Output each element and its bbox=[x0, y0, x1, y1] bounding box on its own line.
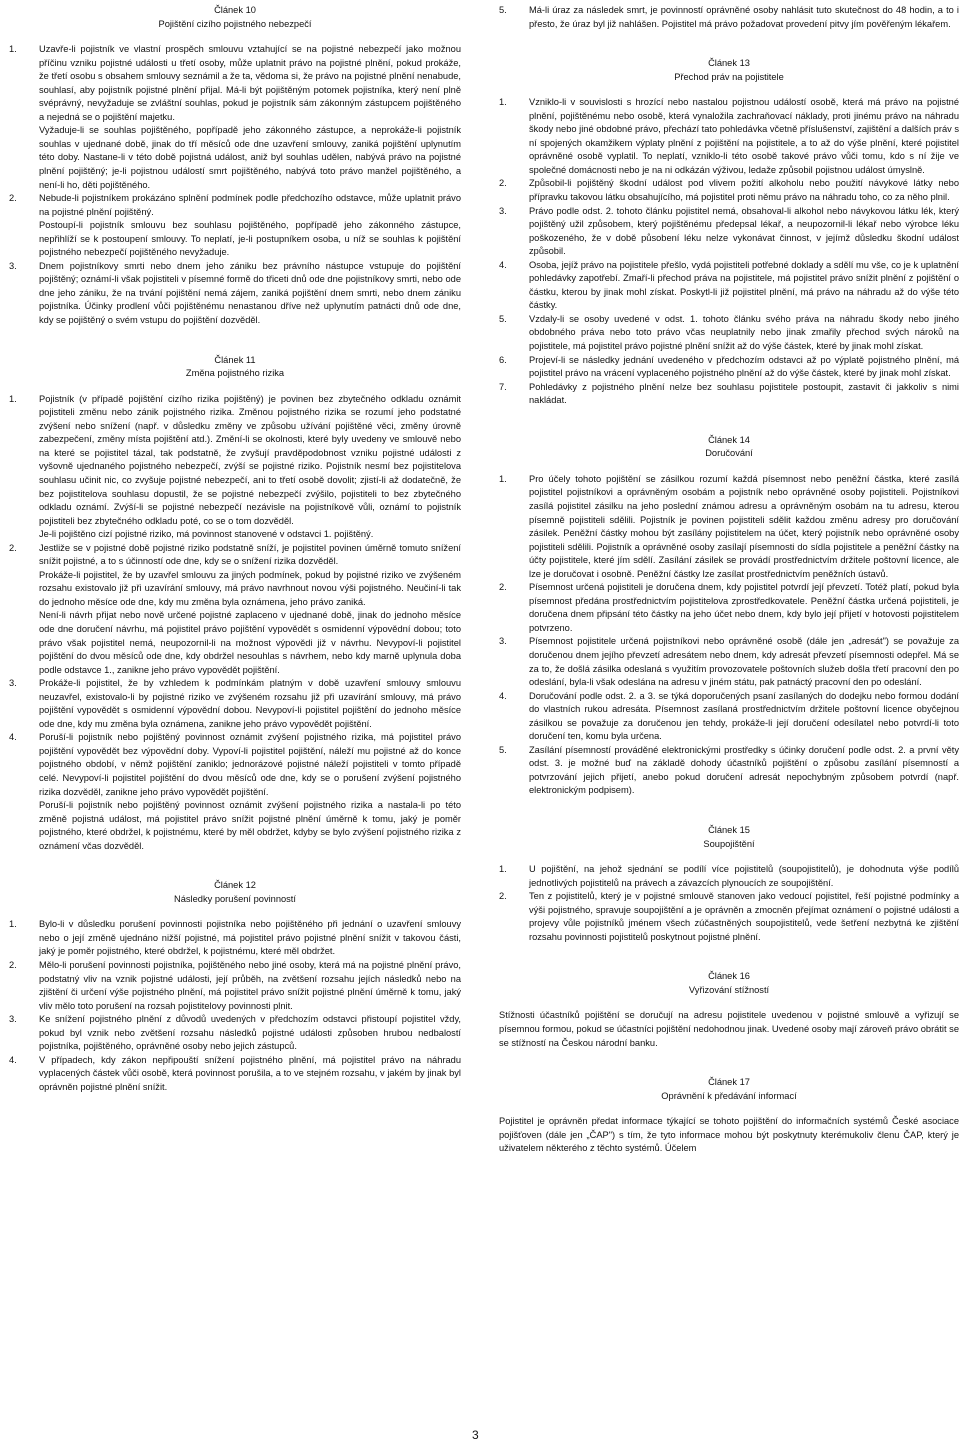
article-section bbox=[9, 354, 461, 854]
article-number: Článek 11 bbox=[214, 354, 256, 365]
item-number: 3. bbox=[499, 205, 507, 216]
item-number: 5. bbox=[499, 313, 507, 324]
item-number: 2. bbox=[9, 193, 17, 204]
list-item bbox=[499, 473, 959, 581]
item-paragraph: Ke snížení pojistného plnění z důvodů uvedených v předchozím odstavci přistoupí pojistitel vždy, pokud byl vznik nebo zvětšení rozsahu následků pojistné události způsoben hrubou nedbalostí pojistníka, pojištěného, oprávněné osoby nebo jejich zástupců. bbox=[39, 1014, 461, 1052]
item-paragraph: Vzdaly-li se osoby uvedené v odst. 1. tohoto článku svého práva na náhradu škody nebo jiného obdobného práva nebo toto právo včas neuplatnily nebo jinak zmařily přechod svých nároků na pojistitele, má pojistitel právo pojistné plnění snížit až do výše částek, které by jinak mohl získat. bbox=[529, 313, 959, 352]
numbered-list bbox=[499, 96, 959, 408]
list-item bbox=[9, 731, 461, 853]
item-number: 4. bbox=[499, 690, 507, 701]
item-number: 5. bbox=[499, 744, 507, 755]
article-number: Článek 14 bbox=[708, 434, 750, 445]
article-paragraph: Stížnosti účastníků pojištění se doručují na adresu pojistitele uvedenou v pojistné smlouvě a vyřizují se písemnou formou, pokud se účastníci pojištění nedohodnou jinak. Uvedené osoby mají zároveň právo obrátit se se stížností na Českou národní banku. bbox=[499, 1010, 959, 1048]
article-heading bbox=[9, 354, 461, 381]
item-paragraph: Písemnost pojistitele určená pojistníkovi nebo oprávněné osobě (dále jen „adresát") se považuje za doručenou dnem jejího převzetí adresátem nebo dnem, kdy adresát převzetí písemnosti odepřel. Má se za to, že došlá zásilka odeslaná s využitím provozovatele poštovních služeb došla třetí pracovní den po odeslání, byla-li však odeslána na adresu v jiném státu, pak patnáctý pracovní den po odeslání. bbox=[529, 636, 959, 688]
item-number: 3. bbox=[499, 636, 507, 647]
item-number: 2. bbox=[499, 178, 507, 189]
article-title: Vyřizování stížností bbox=[688, 984, 770, 995]
item-number: 6. bbox=[499, 354, 507, 365]
item-paragraph: Vzniklo-li v souvislosti s hrozící nebo nastalou pojistnou událostí osobě, která má právo na pojistné plnění, pojištěnému nebo osobě, která vynaložila zachraňovací náklady, proti jinému právo na náhradu škody nebo jiné obdobné právo, přechází tato pohledávka včetně příslušenství, zajištění a dalších práv s ní spojených okamžikem výplaty plnění z pojištění na pojistitele, a to až do výše plnění, které pojistitel oprávněné osobě vyplatil. To neplatí, vzniklo-li této osobě takové právo vůči tomu, kdo s ní žije ve společné domácnosti nebo je na ni odkázán výživou, ledaže způsobil pojistnou událost úmyslně. bbox=[529, 97, 959, 175]
item-paragraph: Poruší-li pojistník nebo pojištěný povinnost oznámit zvýšení pojistného rizika a nastala-li po této změně pojistná událost, má pojistitel právo snížit pojistné plnění úměrně k tomu, jaký je poměr pojistného, které obdržel, k pojistnému, které by měl obdržet, kdyby se bylo zvýšení pojistného rizika z oznámení včas dozvěděl. bbox=[39, 800, 461, 851]
item-number: 1. bbox=[9, 919, 17, 930]
item-paragraph: Ten z pojistitelů, který je v pojistné smlouvě stanoven jako vedoucí pojistitel, řeší pojistné podmínky a výši pojistného, spravuje soupojištění a je oprávněn a zmocněn přejímat oznámení o pojistné události a projevy vůle pojistníků jménem všech zúčastněných soupojistitelů, vede šetření nezbytná ke zjištění rozsahu povinnosti pojistitelů poskytnout pojistné plnění. bbox=[529, 891, 959, 942]
article-title: Následky porušení povinností bbox=[174, 893, 296, 904]
article-section bbox=[499, 434, 959, 798]
article-heading bbox=[499, 824, 959, 851]
article-heading bbox=[9, 4, 461, 31]
item-paragraph: Mělo-li porušení povinnosti pojistníka, pojištěného nebo jiné osoby, která má na pojistné plnění právo, podstatný vliv na vznik pojistné události, její průběh, na zvětšení rozsahu jejích následků nebo na zjištění či určení výše pojistného plnění, má pojistitel právo snížit pojistné plnění úměrně k tomu, jaký vliv mělo toto porušení na rozsah pojistitelovy povinnosti plnit. bbox=[39, 960, 461, 1011]
item-paragraph: Právo podle odst. 2. tohoto článku pojistitel nemá, obsahoval-li alkohol nebo návykovou látku lék, který pojištěný užil způsobem, který pojištěnému předepsal lékař, a neupozornil-li lékař nebo výrobce léku poškozeného, že v době působení léku nelze vykonávat činnost, v jejímž důsledku škodní událost způsobil. bbox=[529, 205, 959, 257]
item-number: 1. bbox=[499, 473, 507, 484]
item-paragraph: V případech, kdy zákon nepřipouští snížení pojistného plnění, má pojistitel právo na náhradu vyplacených částek vůči osobě, která povinnost porušila, a to ve stejném rozsahu, v jakém by jinak byl oprávněn pojistné plnění snížit. bbox=[39, 1054, 461, 1092]
list-item bbox=[9, 1054, 461, 1095]
article-number: Článek 16 bbox=[708, 971, 750, 982]
list-item bbox=[499, 744, 959, 798]
article-title: Přechod práv na pojistitele bbox=[674, 71, 784, 82]
article-paragraph: Pojistitel je oprávněn předat informace týkající se tohoto pojištění do informačních systémů České asociace pojišťoven (dále jen „ČAP") s tím, že tyto informace mohou být poskytnuty kterémukoliv členu ČAP, který je uživatelem některého z těchto systémů. Účelem bbox=[499, 1116, 959, 1154]
article-number: Článek 13 bbox=[708, 58, 750, 69]
numbered-list bbox=[9, 918, 461, 1094]
right-column bbox=[499, 4, 959, 1156]
list-item bbox=[499, 4, 959, 31]
article-number: Článek 10 bbox=[214, 5, 256, 15]
list-item bbox=[499, 313, 959, 354]
item-paragraph: Uzavře-li pojistník ve vlastní prospěch smlouvu vztahující se na pojistné nebezpečí jako možnou příčinu vzniku pojistné události u třetí osoby, může uplatnit právo na pojistné plnění, pokud prokáže, že třetí osobu s obsahem smlouvy seznámil a že ta, vědoma si, že právo na pojistné plnění nenabude, souhlasí, aby pojistník pojistné plnění přijal. Má-li být pojištěným potomek pojistníka, který není plně svéprávný, nevyžaduje se zvláštní souhlas, pokud je pojistník sám zákonným zástupcem pojištěného a nejedná se o pojištění majetku. bbox=[39, 44, 461, 122]
item-paragraph: Dnem pojistníkovy smrti nebo dnem jeho zániku bez právního nástupce vstupuje do pojištění pojištěný; oznámí-li však pojistiteli v písemné formě do třiceti dnů ode dne pojistníkovy smrti, nebo ode dne jeho zániku, že na trvání pojištění nemá zájem, zaniká pojištění dnem smrti, nebo dnem zániku pojistníka. Účinky prodlení vůči pojištěnému nenastanou dříve než uplynutím patnácti dnů ode dne, kdy se pojištěný o svém vstupu do pojištění dozvěděl. bbox=[39, 260, 461, 326]
item-paragraph: Poruší-li pojistník nebo pojištěný povinnost oznámit zvýšení pojistného rizika, má pojistitel právo pojištění vypovědět bez výpovědní doby. Vypoví-li pojistitel pojištění, náleží mu pojistné až do konce pojistného období, v němž pojištění zaniklo; jednorázové pojistné náleží pojistiteli v tomto případě celé. Nevypoví-li pojistitel pojištění do dvou měsíců ode dne, kdy se o porušení zvýšení pojistného rizika dozvěděl, zanikne jeho právo vypovědět pojištění. bbox=[39, 732, 461, 797]
item-number: 2. bbox=[9, 542, 17, 553]
article-section bbox=[499, 824, 959, 944]
article-heading bbox=[499, 57, 959, 84]
item-paragraph: Zasílání písemností prováděné elektronickými prostředky s účinky doručení podle odst. 2. a první věty odst. 3. je možné buď na základě dohody účastníků pojištění o způsobu zasílání písemností a potvrzování jejich přijetí, anebo pokud doručení adresát nepochybným způsobem potvrdí (např. elektronickým podpisem). bbox=[529, 744, 959, 796]
item-paragraph: Jestliže se v pojistné době pojistné riziko podstatně sníží, je pojistitel povinen úměrně tomuto snížení snížit pojistné, a to s účinností ode dne, kdy se o snížení rizika dozvěděl. bbox=[39, 542, 461, 567]
article-title: Pojištění cizího pojistného nebezpečí bbox=[158, 18, 312, 29]
item-paragraph: Vyžaduje-li se souhlas pojištěného, popřípadě jeho zákonného zástupce, a neprokáže-li pojistník souhlas v ujednané době, jinak do tří měsíců ode dne uzavření smlouvy, zaniká pojištění uplynutím této doby. Nastane-li v této době pojistná událost, aniž byl souhlas udělen, nabývá právo na pojistné plnění pojištěný; je-li pojistnou událostí smrt pojištěného, nabývá toto právo manžel pojištěného, a není-li ho, děti pojištěného. bbox=[39, 125, 461, 190]
article-section bbox=[499, 970, 959, 1050]
item-paragraph: Má-li úraz za následek smrt, je povinností oprávněné osoby nahlásit tuto skutečnost do 48 hodin, a to i přesto, že úraz byl již nahlášen. Pojistitel má právo požadovat provedení pitvy jím pověřeným lékařem. bbox=[529, 5, 959, 29]
list-item bbox=[499, 96, 959, 177]
list-item bbox=[499, 205, 959, 259]
list-item bbox=[9, 43, 461, 192]
list-item bbox=[9, 260, 461, 328]
list-item bbox=[499, 177, 959, 204]
numbered-list bbox=[499, 473, 959, 798]
item-paragraph: Není-li návrh přijat nebo nově určené pojistné zaplaceno v ujednané době, jinak do jednoho měsíce ode dne doručení návrhu, má pojistitel právo pojištění vypovědět s osmidenní výpovědní dobou; toto právo však pojistitel nemá, neupozornil-li na možnost výpovědi již v návrhu. Nevypoví-li pojistitel pojištění do dvou měsíců ode dne, kdy obdržel nesouhlas s návrhem, nebo kdy marně uplynula doba podle odstavce 1., zanikne jeho právo vypovědět pojištění. bbox=[39, 610, 461, 675]
item-number: 2. bbox=[499, 582, 507, 593]
article-title: Soupojištění bbox=[703, 838, 755, 849]
item-number: 4. bbox=[9, 1054, 17, 1065]
item-number: 1. bbox=[499, 97, 507, 108]
article-heading bbox=[9, 879, 461, 906]
item-number: 3. bbox=[9, 260, 17, 271]
list-item bbox=[499, 581, 959, 635]
article-number: Článek 15 bbox=[708, 824, 750, 835]
list-item bbox=[499, 381, 959, 408]
list-item bbox=[9, 918, 461, 959]
article-heading bbox=[499, 434, 959, 461]
article-number: Článek 12 bbox=[214, 880, 256, 891]
list-item bbox=[499, 259, 959, 313]
numbered-list bbox=[499, 4, 959, 31]
item-number: 1. bbox=[9, 393, 17, 404]
article-section bbox=[9, 4, 461, 328]
item-number: 3. bbox=[9, 678, 17, 689]
article-title: Doručování bbox=[705, 448, 753, 459]
numbered-list bbox=[9, 393, 461, 854]
list-item bbox=[499, 635, 959, 689]
item-number: 7. bbox=[499, 381, 507, 392]
item-paragraph: Je-li pojištěno cizí pojistné riziko, má povinnost stanovené v odstavci 1. pojištěný. bbox=[39, 529, 374, 540]
list-item bbox=[9, 1013, 461, 1054]
list-item bbox=[499, 863, 959, 890]
item-paragraph: Písemnost určená pojistiteli je doručena dnem, kdy pojistitel potvrdí její převzetí. Totéž platí, pokud byla písemnost předána prostřednictvím pojistitelova zprostředkovatele. Peněžní částka určená pojistiteli, je doručena dnem připsání této částky na jeho účet nebo dnem, kdy bylo její přijetí v hotovosti pojistitelem potvrzeno. bbox=[529, 582, 959, 633]
item-paragraph: Nebude-li pojistníkem prokázáno splnění podmínek podle předchozího odstavce, může uplatnit právo na pojistné plnění pojištěný. bbox=[39, 193, 461, 217]
item-paragraph: Bylo-li v důsledku porušení povinnosti pojistníka nebo pojištěného při jednání o uzavření smlouvy nebo o její změně ujednáno nižší pojistné, má pojistitel právo pojistné plnění snížit v takovou části, jaký je poměr pojistného, které obdržel, k pojistnému, které měl obdržet. bbox=[39, 919, 461, 957]
article-heading bbox=[499, 970, 959, 997]
left-column bbox=[9, 4, 461, 1094]
list-item bbox=[9, 959, 461, 1013]
list-item bbox=[499, 690, 959, 744]
item-paragraph: Postoupí-li pojistník smlouvu bez souhlasu pojištěného, popřípadě jeho zákonného zástupce, nepřihlíží se k postoupení smlouvy. To neplatí, je-li postupníkem osoba, u níž se souhlas k pojištění pojistného nebezpečí pojištěného nevyžaduje. bbox=[39, 220, 461, 258]
item-number: 4. bbox=[9, 732, 17, 743]
article-number: Článek 17 bbox=[708, 1077, 750, 1088]
list-item bbox=[499, 890, 959, 944]
list-item bbox=[9, 677, 461, 731]
item-paragraph: Prokáže-li pojistitel, že by vzhledem k podmínkám platným v době uzavření smlouvy smlouvu neuzavřel, existovalo-li by pojistné riziko ve zvýšeném rozsahu již při uzavírání smlouvy, má právo pojištění vypovědět s osmidenní výpovědní dobou. Nevypoví-li pojistitel pojištění do jednoho měsíce ode dne, kdy mu změna byla oznámena, zanikne jeho právo vypovědět pojištění. bbox=[39, 678, 461, 729]
item-number: 5. bbox=[499, 5, 507, 15]
page-number: 3 bbox=[472, 1428, 479, 1442]
item-paragraph: Pohledávky z pojistného plnění nelze bez souhlasu pojistitele postoupit, zastavit či jakkoliv s nimi nakládat. bbox=[529, 381, 959, 406]
article-title: Změna pojistného rizika bbox=[185, 368, 285, 379]
item-paragraph: Způsobil-li pojištěný škodní událost pod vlivem požití alkoholu nebo použití návykové látky nebo přípravku takovou látku obsahujícího, má pojistitel proti němu právo na náhradu toho, co za něho plnil. bbox=[529, 178, 959, 203]
article-section bbox=[499, 57, 959, 408]
article-section bbox=[9, 879, 461, 1094]
item-paragraph: Pojistník (v případě pojištění cizího rizika pojištěný) je povinen bez zbytečného odkladu oznámit pojistiteli změnu nebo zánik pojistného rizika. Změnou pojistného rizika se rozumí jeho podstatné zvýšení nebo snížení (např. v důsledku změny ve způsobu užívání pojištěné věci, změny úrovně zabezpečení, změny místa pojištění atd.). Změní-li se okolnosti, které byly uvedeny ve smlouvě nebo na které se pojistitel tázal, tak podstatně, že zvyšují pravděpodobnost vzniku pojistné události z vyšovně ujednaného pojistného nebezpečí, zvýší se pojistné riziko. Pojistník nesmí bez pojistitelova souhlasu učinit nic, co zvyšuje pojistné nebezpečí, ani to třetí osobě dovolit; zjistí-li až dodatečně, že bez pojistitelova souhlasu dopustil, že se pojistné nebezpečí zvýšilo, pojistiteli to bez zbytečného odkladu oznámí. Zvýší-li se pojistné nebezpečí nezávisle na pojistníkově vůli, oznámí to pojistník pojistiteli bez zbytečného odkladu poté, co se o tom dozvěděl. bbox=[39, 393, 461, 526]
list-item bbox=[9, 192, 461, 260]
item-paragraph: U pojištění, na jehož sjednání se podílí více pojistitelů (soupojistitelů), je dohodnuta výše podílů jednotlivých pojistitelů na právech a závazcích plynoucích ze soupojištění. bbox=[529, 864, 959, 888]
list-item bbox=[499, 354, 959, 381]
numbered-list bbox=[9, 43, 461, 327]
item-number: 1. bbox=[499, 864, 507, 875]
article-section bbox=[499, 1076, 959, 1156]
item-number: 2. bbox=[499, 891, 507, 902]
article-section bbox=[499, 4, 959, 31]
item-paragraph: Projeví-li se následky jednání uvedeného v předchozím odstavci až po výplatě pojistného plnění, má pojistitel právo na vrácení vyplaceného pojistného plnění až do výše částek, které by jinak mohl získat. bbox=[529, 354, 959, 379]
list-item bbox=[9, 542, 461, 677]
item-number: 3. bbox=[9, 1014, 17, 1025]
numbered-list bbox=[499, 863, 959, 944]
article-heading bbox=[499, 1076, 959, 1103]
article-title: Oprávnění k předávání informací bbox=[661, 1090, 797, 1101]
item-number: 4. bbox=[499, 259, 507, 270]
item-paragraph: Prokáže-li pojistitel, že by uzavřel smlouvu za jiných podmínek, pokud by pojistné riziko ve zvýšeném rozsahu existovalo již při uzavírání smlouvy, má právo navrhnout novou výši pojistného. Neučiní-li tak do jednoho měsíce ode dne, kdy mu změna byla oznámena, jeho právo zaniká. bbox=[39, 569, 461, 607]
item-number: 2. bbox=[9, 960, 17, 970]
item-paragraph: Osoba, jejíž právo na pojistitele přešlo, vydá pojistiteli potřebné doklady a sdělí mu vše, co je k uplatnění pohledávky zapotřebí. Zmaří-li přechod práva na pojistitele, má pojistitel právo snížit plnění z pojištění o částku, kterou by jinak mohl získat. Poskytl-li již pojistitel plnění, má právo na náhradu až do výše této částky. bbox=[529, 259, 959, 311]
item-paragraph: Pro účely tohoto pojištění se zásilkou rozumí každá písemnost nebo peněžní částka, které zasílá pojistitel pojistníkovi a oprávněným osobám a pojistník nebo oprávněné osoby pojistiteli. Pojistníkovi zasílá pojistitel zásilku na jeho poslední známou adresu a oprávněným osobám na tu adresu, kterou písemně pojistiteli sdělili. Pojistník je povinen pojistiteli sdělit každou změnu adresy pro doručování zásilek. Peněžní částky mohou být zasílány pojistitelem na účet, který pojistník nebo oprávněné osoby pojistiteli sdělili. Pojistník a oprávněné osoby zasílají písemnosti do sídla pojistitele a peněžní částky na účty pojistitele, které jím sdělí. Zasílání zásilek se provádí prostřednictvím držitele poštovní licence, ale lze je doručovat i osobně. Peněžní částky lze zasílat prostřednictvím peněžních ústavů. bbox=[529, 473, 959, 579]
item-paragraph: Doručování podle odst. 2. a 3. se týká doporučených psaní zasílaných do dodejku nebo formou dodání do vlastních rukou adresáta. Písemnost zasílaná prostřednictvím držitele poštovní licence obyčejnou zásilkou se považuje za doručenou jen tehdy, prokáže-li její doručení odesílatel nebo potvrdí-li toto doručení ten, komu byla určena. bbox=[529, 690, 959, 742]
list-item bbox=[9, 393, 461, 542]
item-number: 1. bbox=[9, 44, 17, 55]
